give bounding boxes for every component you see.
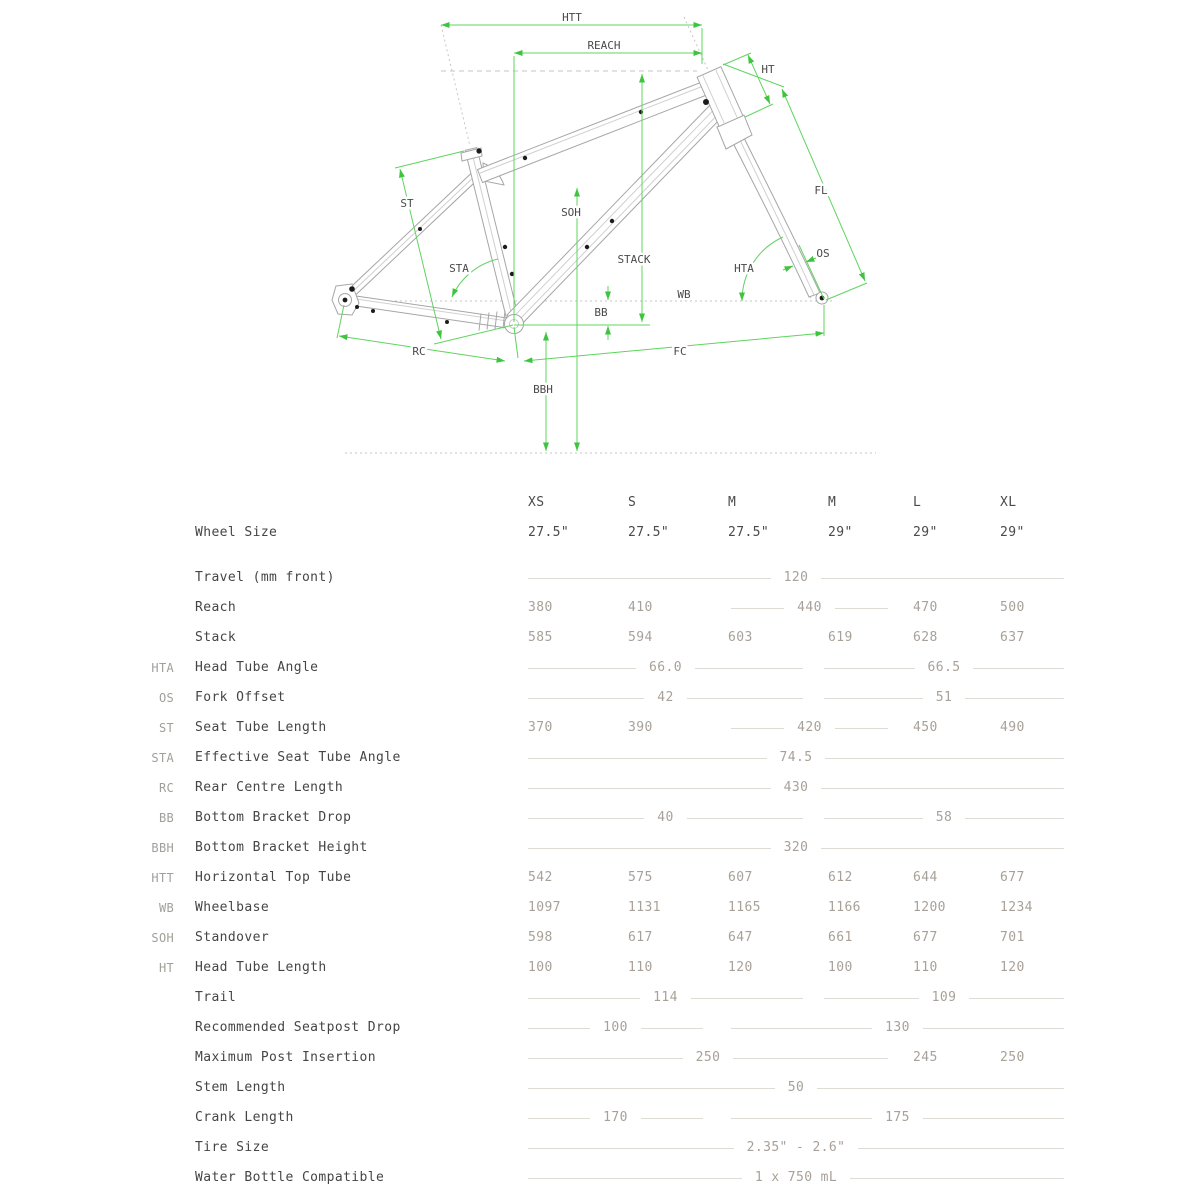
size-header-2: S (628, 495, 637, 510)
label-sta: STA (449, 262, 469, 275)
cell-value: 647 (728, 930, 753, 945)
leader-line (528, 758, 767, 759)
wheel-size-value: 27.5" (728, 525, 770, 540)
row-code: HT (158, 961, 174, 975)
row-label: Tire Size (195, 1140, 270, 1155)
row-label: Recommended Seatpost Drop (195, 1020, 401, 1035)
leader-line (691, 998, 803, 999)
leader-line (965, 818, 1064, 819)
spec-row (0, 1170, 1200, 1186)
wheel-size-value: 29" (913, 525, 938, 540)
row-label: Standover (195, 930, 270, 945)
row-code: ST (158, 721, 174, 735)
leader-line (733, 1058, 888, 1059)
row-label: Head Tube Angle (195, 660, 319, 675)
merged-cell (528, 1050, 888, 1066)
cell-value: 100 (828, 960, 853, 975)
merged-cell-value: 66.0 (649, 660, 682, 675)
cell-value: 542 (528, 870, 553, 885)
merged-cell-value: 320 (783, 840, 809, 855)
spec-row (0, 990, 1200, 1006)
merged-cell (528, 1140, 1064, 1156)
merged-cell (731, 720, 888, 736)
size-header-row (0, 495, 1200, 511)
row-code: HTA (151, 661, 174, 675)
merged-cell-value: 1 x 750 mL (754, 1170, 838, 1185)
label-soh: SOH (561, 206, 581, 219)
merged-cell (731, 1110, 1064, 1126)
cell-value: 390 (628, 720, 653, 735)
row-label: Fork Offset (195, 690, 286, 705)
row-code: BB (158, 811, 174, 825)
cell-value: 594 (628, 630, 653, 645)
merged-cell-value: 42 (657, 690, 674, 705)
leader-line (923, 1028, 1064, 1029)
row-label: Travel (mm front) (195, 570, 335, 585)
merged-cell-value: 130 (885, 1020, 910, 1035)
cell-value: 612 (828, 870, 853, 885)
merged-cell (731, 600, 888, 616)
leader-line (923, 1118, 1064, 1119)
spec-row (0, 960, 1200, 976)
row-label: Maximum Post Insertion (195, 1050, 376, 1065)
spec-row (0, 1050, 1200, 1066)
cell-value: 450 (913, 720, 938, 735)
merged-cell-value: 51 (935, 690, 953, 705)
wheel-size-value: 27.5" (628, 525, 670, 540)
leader-line (731, 608, 784, 609)
cell-value: 661 (828, 930, 853, 945)
cell-value: 1097 (528, 900, 561, 915)
leader-line (528, 1088, 775, 1089)
leader-line (528, 1058, 683, 1059)
cell-value: 245 (913, 1050, 938, 1065)
label-bbh: BBH (533, 383, 553, 396)
merged-cell-value: 420 (797, 720, 822, 735)
merged-cell-value: 100 (603, 1020, 628, 1035)
merged-cell (824, 990, 1064, 1006)
label-htt: HTT (562, 11, 582, 24)
leader-line (731, 1028, 872, 1029)
merged-cell (528, 840, 1064, 856)
row-code: WB (158, 901, 174, 915)
cell-value: 120 (1000, 960, 1025, 975)
leader-line (528, 578, 771, 579)
leader-line (858, 1148, 1064, 1149)
cell-value: 677 (1000, 870, 1025, 885)
spec-row (0, 900, 1200, 916)
row-label: Bottom Bracket Height (195, 840, 368, 855)
merged-cell-value: 40 (657, 810, 674, 825)
cell-value: 617 (628, 930, 653, 945)
cell-value: 603 (728, 630, 753, 645)
size-header-3: M (728, 495, 737, 510)
cell-value: 1234 (1000, 900, 1033, 915)
leader-line (528, 818, 644, 819)
merged-cell-value: 250 (695, 1050, 721, 1065)
row-label: Rear Centre Length (195, 780, 344, 795)
row-code: STA (151, 751, 174, 765)
label-stack: STACK (617, 253, 651, 266)
leader-line (641, 1118, 703, 1119)
cell-value: 1166 (828, 900, 861, 915)
size-header-6: XL (1000, 495, 1017, 510)
cell-value: 575 (628, 870, 653, 885)
merged-cell (528, 660, 803, 676)
spec-row (0, 570, 1200, 586)
merged-cell (528, 1170, 1064, 1186)
merged-cell (528, 1110, 703, 1126)
leader-line (731, 1118, 872, 1119)
size-header-4: M (828, 495, 837, 510)
label-fc: FC (673, 345, 687, 358)
merged-cell (528, 810, 803, 826)
merged-cell-value: 170 (603, 1110, 628, 1125)
merged-cell (528, 570, 1064, 586)
leader-line (528, 1178, 742, 1179)
leader-line (528, 698, 644, 699)
spec-row (0, 780, 1200, 796)
cell-value: 637 (1000, 630, 1025, 645)
leader-line (969, 998, 1064, 999)
leader-line (528, 1028, 590, 1029)
row-label: Wheelbase (195, 900, 270, 915)
spec-row (0, 660, 1200, 676)
leader-line (687, 698, 803, 699)
merged-cell-value: 2.35" - 2.6" (746, 1140, 846, 1155)
row-label: Wheel Size (195, 525, 278, 540)
label-rc: RC (412, 345, 426, 358)
label-st: ST (400, 197, 414, 210)
row-code: OS (158, 691, 174, 705)
cell-value: 470 (913, 600, 938, 615)
leader-line (825, 758, 1064, 759)
wheel-size-value: 27.5" (528, 525, 570, 540)
cell-value: 598 (528, 930, 553, 945)
leader-line (817, 1088, 1064, 1089)
merged-cell-value: 114 (653, 990, 678, 1005)
leader-line (821, 578, 1064, 579)
leader-line (528, 1118, 590, 1119)
leader-line (528, 788, 771, 789)
label-fl: FL (814, 184, 828, 197)
leader-line (824, 998, 919, 999)
cell-value: 410 (628, 600, 653, 615)
leader-line (528, 1148, 734, 1149)
spec-row (0, 750, 1200, 766)
spec-row (0, 630, 1200, 646)
cell-value: 1131 (628, 900, 661, 915)
cell-value: 100 (528, 960, 553, 975)
leader-line (821, 788, 1064, 789)
cell-value: 607 (728, 870, 753, 885)
spec-row (0, 840, 1200, 856)
spec-row (0, 1110, 1200, 1126)
row-label: Seat Tube Length (195, 720, 327, 735)
row-label: Water Bottle Compatible (195, 1170, 385, 1185)
row-label: Bottom Bracket Drop (195, 810, 352, 825)
row-label: Crank Length (195, 1110, 294, 1125)
spec-row (0, 720, 1200, 736)
label-bb: BB (594, 306, 608, 319)
row-label: Effective Seat Tube Angle (195, 750, 401, 765)
leader-line (824, 698, 923, 699)
cell-value: 490 (1000, 720, 1025, 735)
leader-line (731, 728, 784, 729)
spec-row (0, 1140, 1200, 1156)
spec-row (0, 600, 1200, 616)
leader-line (973, 668, 1064, 669)
label-hta: HTA (734, 262, 754, 275)
cell-value: 585 (528, 630, 553, 645)
wheel-size-row (0, 525, 1200, 541)
cell-value: 110 (628, 960, 653, 975)
spec-row (0, 1080, 1200, 1096)
merged-cell-value: 50 (787, 1080, 805, 1095)
row-code: BBH (151, 841, 174, 855)
row-label: Stem Length (195, 1080, 286, 1095)
cell-value: 370 (528, 720, 553, 735)
leader-line (824, 668, 915, 669)
merged-cell-value: 175 (885, 1110, 910, 1125)
row-label: Trail (195, 990, 237, 1005)
merged-cell-value: 109 (931, 990, 957, 1005)
merged-cell-value: 66.5 (927, 660, 961, 675)
row-label: Reach (195, 600, 237, 615)
leader-line (850, 1178, 1064, 1179)
cell-value: 1200 (913, 900, 946, 915)
row-label: Stack (195, 630, 237, 645)
leader-line (824, 818, 923, 819)
wheel-size-value: 29" (1000, 525, 1025, 540)
cell-value: 250 (1000, 1050, 1025, 1065)
size-header-5: L (913, 495, 922, 510)
cell-value: 628 (913, 630, 938, 645)
merged-cell (528, 690, 803, 706)
row-code: SOH (151, 931, 174, 945)
leader-line (835, 728, 888, 729)
label-ht: HT (761, 63, 775, 76)
merged-cell-value: 58 (935, 810, 953, 825)
merged-cell-value: 430 (783, 780, 809, 795)
leader-line (835, 608, 888, 609)
cell-value: 500 (1000, 600, 1025, 615)
spec-row (0, 1020, 1200, 1036)
leader-line (641, 1028, 703, 1029)
merged-cell (528, 1080, 1064, 1096)
spec-row (0, 870, 1200, 886)
merged-cell-value: 440 (797, 600, 822, 615)
cell-value: 120 (728, 960, 753, 975)
row-code: RC (158, 781, 174, 795)
cell-value: 644 (913, 870, 938, 885)
leader-line (821, 848, 1064, 849)
size-header-1: XS (528, 495, 545, 510)
row-label: Horizontal Top Tube (195, 870, 352, 885)
label-os: OS (816, 247, 830, 260)
leader-line (965, 698, 1064, 699)
merged-cell (528, 990, 803, 1006)
merged-cell (528, 780, 1064, 796)
row-code: HTT (151, 871, 174, 885)
wheel-size-value: 29" (828, 525, 853, 540)
spec-row (0, 690, 1200, 706)
label-reach: REACH (587, 39, 621, 52)
leader-line (528, 998, 640, 999)
merged-cell-value: 74.5 (779, 750, 813, 765)
cell-value: 110 (913, 960, 938, 975)
merged-cell-value: 120 (783, 570, 809, 585)
merged-cell (824, 690, 1064, 706)
spec-row (0, 810, 1200, 826)
cell-value: 619 (828, 630, 853, 645)
leader-line (687, 818, 803, 819)
merged-cell (824, 660, 1064, 676)
leader-line (695, 668, 803, 669)
merged-cell (528, 750, 1064, 766)
leader-line (528, 668, 636, 669)
merged-cell (824, 810, 1064, 826)
label-wb: WB (677, 288, 691, 301)
spec-row (0, 930, 1200, 946)
cell-value: 1165 (728, 900, 761, 915)
leader-line (528, 848, 771, 849)
cell-value: 380 (528, 600, 553, 615)
merged-cell (731, 1020, 1064, 1036)
cell-value: 677 (913, 930, 938, 945)
merged-cell (528, 1020, 703, 1036)
row-label: Head Tube Length (195, 960, 327, 975)
cell-value: 701 (1000, 930, 1025, 945)
